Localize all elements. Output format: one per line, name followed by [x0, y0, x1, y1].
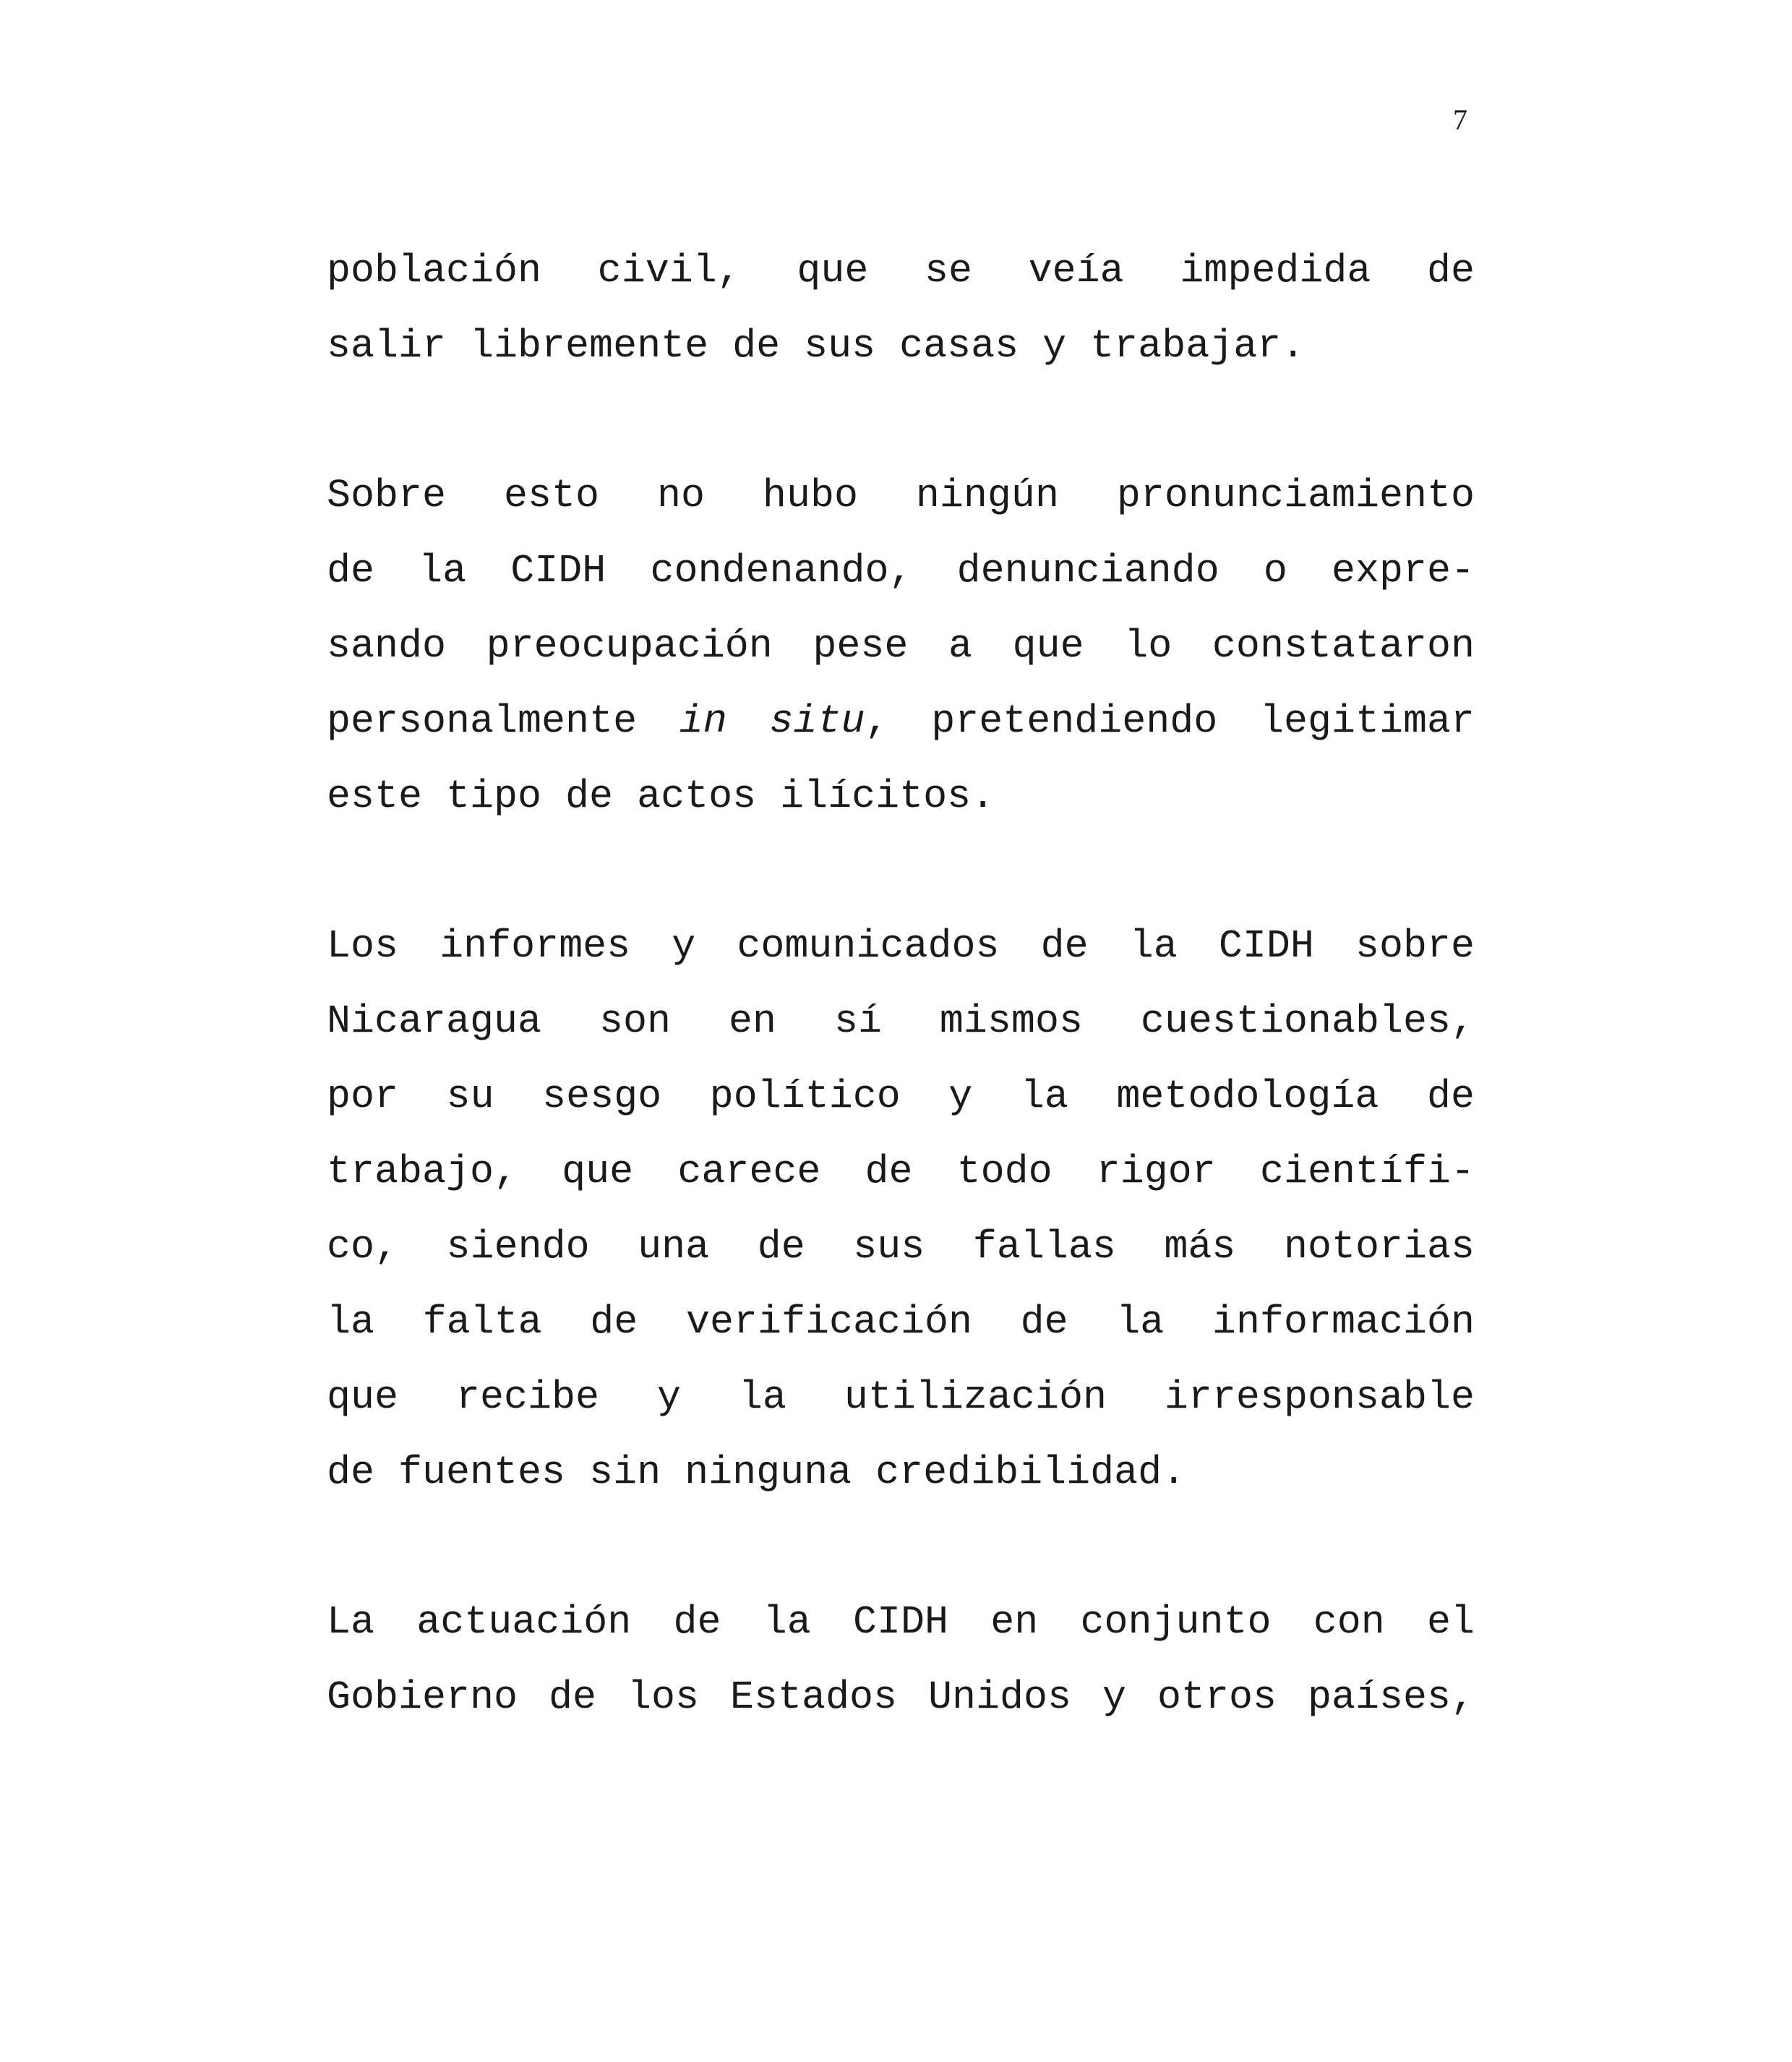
text-line: salir libremente de sus casas y trabajar. [327, 323, 1306, 369]
paragraph-3 [327, 909, 1475, 1510]
text-line: de la CIDH condenando, denunciando o expre- [327, 548, 1475, 594]
text-line: La actuación de la CIDH en conjunto con el [327, 1599, 1475, 1645]
text-line-with-italic [327, 684, 1475, 759]
text-line: co, siendo una de sus fallas más notorias [327, 1224, 1475, 1270]
text-line: la falta de verificación de la información [327, 1299, 1475, 1345]
text-line: Nicaragua son en sí mismos cuestionables, [327, 998, 1475, 1044]
text-line: Gobierno de los Estados Unidos y otros países, [327, 1674, 1475, 1720]
text-segment: personalmente [327, 698, 679, 744]
page-number: 7 [1453, 103, 1467, 136]
paragraph-1 [327, 234, 1475, 384]
text-line: Los informes y comunicados de la CIDH sobre [327, 923, 1475, 969]
paragraph-4 [327, 1585, 1475, 1735]
text-line: de fuentes sin ninguna credibilidad. [327, 1450, 1186, 1495]
text-segment: , pretendiendo legitimar [865, 698, 1475, 744]
text-line: este tipo de actos ilícitos. [327, 774, 995, 819]
paragraph-2 [327, 458, 1475, 834]
text-line: que recibe y la utilización irresponsable [327, 1374, 1475, 1420]
text-line: sando preocupación pese a que lo constataron [327, 623, 1475, 669]
text-line: Sobre esto no hubo ningún pronunciamiento [327, 473, 1475, 518]
text-line: trabajo, que carece de todo rigor científi- [327, 1149, 1475, 1194]
italic-phrase: in situ [679, 698, 865, 744]
text-line: población civil, que se veía impedida de [327, 248, 1475, 294]
text-line: por su sesgo político y la metodología de [327, 1074, 1475, 1119]
